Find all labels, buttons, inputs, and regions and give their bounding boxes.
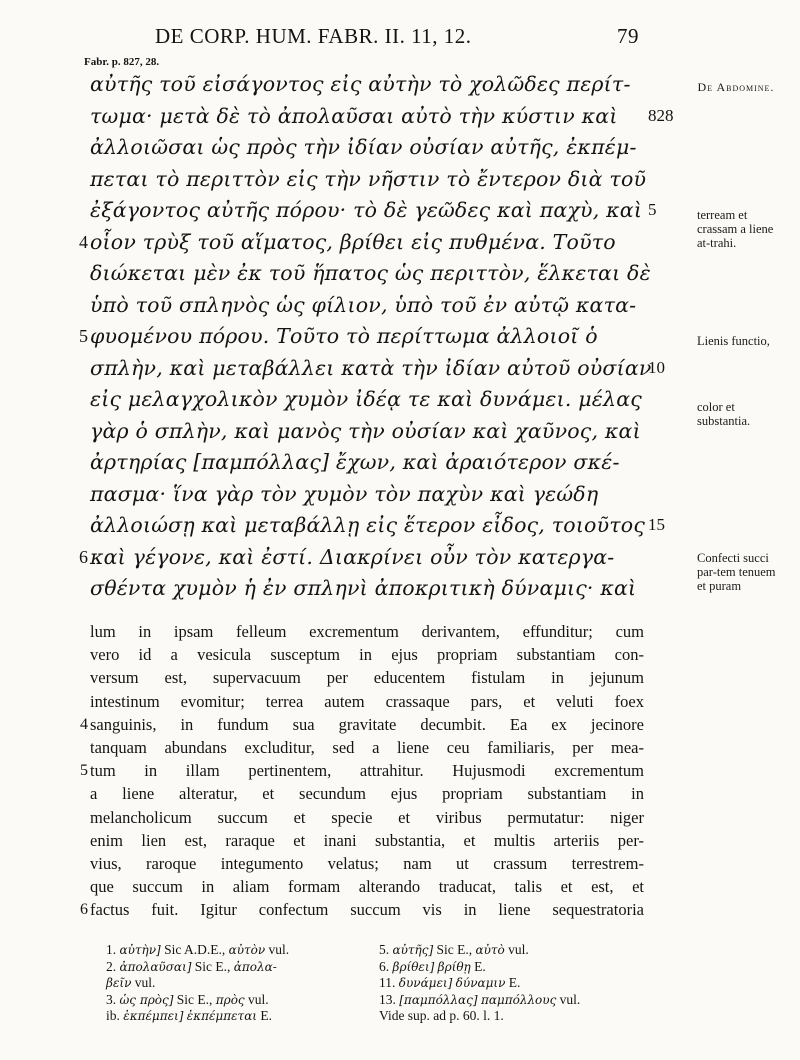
footnote-part: πρὸς bbox=[215, 992, 245, 1007]
footnote-part: Sic E., bbox=[433, 942, 476, 957]
footnote-part: vul. bbox=[244, 991, 269, 1007]
latin-line: enim lien est, raraque et inani substantia, et multis arteriis per- bbox=[90, 830, 644, 850]
footnote-row bbox=[379, 942, 580, 959]
footnote-part: ἐκπέμπει] bbox=[123, 1009, 184, 1023]
footnote-part: E. bbox=[505, 975, 521, 990]
greek-line: ἐξάγοντος αὐτῆς πόρου· τὸ δὲ γεῶδες καὶ παχὺ, καὶ bbox=[90, 198, 643, 222]
greek-line: αὐτῆς τοῦ εἰσάγοντος εἰς αὐτὴν τὸ χολῶδες περίτ- bbox=[90, 72, 631, 96]
greek-line-number: 5 bbox=[648, 200, 657, 219]
latin-line: vius, raroque integumento velatus; nam ut crassum terrestrem- bbox=[90, 854, 644, 873]
footnote-part: ἀπολαῦσαι] bbox=[119, 959, 192, 974]
greek-line: καὶ γέγονε, καὶ ἐστί. Διακρίνει οὖν τὸν κατεργα- bbox=[90, 544, 615, 569]
greek-line-number: 828 bbox=[648, 105, 674, 125]
footnote-part: E. bbox=[257, 1008, 273, 1023]
latin-line: tanquam abundans excluditur, sed a liene ceu familiaris, per mea- bbox=[90, 738, 644, 757]
footnotes-right bbox=[379, 942, 580, 1025]
latin-line: vero id a vesicula susceptum in ejus propriam substantiam con- bbox=[90, 645, 644, 665]
greek-line: διώκεται μὲν ἐκ τοῦ ἥπατος ὡς περιττὸν, ἕλκεται δὲ bbox=[90, 261, 651, 285]
footnote-part: vul. bbox=[131, 975, 156, 990]
margin-heading: De Abdomine. bbox=[697, 80, 775, 94]
greek-line: οἷον τρὺξ τοῦ αἵματος, βρίθει εἰς πυθμένα. Τοῦτο bbox=[90, 229, 616, 254]
greek-line: πεται τὸ περιττὸν εἰς τὴν νῆστιν τὸ ἔντερον διὰ τοῦ bbox=[90, 166, 647, 191]
footnote-part: Sic E., bbox=[191, 958, 234, 974]
latin-line-section-number: 5 bbox=[80, 762, 88, 780]
footnote-part: 2. bbox=[106, 958, 120, 974]
footnote-row bbox=[379, 975, 580, 992]
greek-line: ἀρτηρίας [παμπόλλας] ἔχων, καὶ ἀραιότερον σκέ- bbox=[90, 450, 620, 474]
footnote-part: ὡς πρὸς] bbox=[119, 992, 174, 1007]
footnote-row bbox=[106, 959, 289, 976]
margin-note: Confecti succi par-tem tenuem et puram bbox=[697, 551, 776, 593]
running-head-title: DE CORP. HUM. FABR. II. 11, 12. bbox=[155, 24, 472, 48]
footnote-row bbox=[106, 1008, 289, 1025]
footnote-part: E. bbox=[470, 958, 486, 974]
footnote-part: ἀπολα- bbox=[233, 959, 277, 974]
footnote-part: 3. bbox=[106, 991, 120, 1007]
footnote-part: Sic A.D.E., bbox=[160, 942, 229, 957]
footnote-row bbox=[106, 992, 289, 1009]
latin-line: lum in ipsam felleum excrementum derivantem, effunditur; cum bbox=[90, 622, 644, 641]
footnote-part: αὐτὸν bbox=[228, 943, 266, 957]
fabrica-reference: Fabr. p. 827, 28. bbox=[84, 56, 160, 68]
margin-note: color et substantia. bbox=[697, 400, 751, 428]
footnote-part: δύναμιν bbox=[455, 976, 506, 990]
footnote-part: 13. bbox=[379, 991, 400, 1007]
footnote-part: [παμπόλλας] bbox=[399, 992, 478, 1007]
greek-line: γὰρ ὁ σπλὴν, καὶ μανὸς τὴν οὐσίαν καὶ χαῦνος, καὶ bbox=[90, 418, 641, 443]
latin-line: sanguinis, in fundum sua gravitate decumbit. Ea ex jecinore bbox=[90, 714, 644, 734]
greek-line: τωμα· μετὰ δὲ τὸ ἀπολαῦσαι αὐτὸ τὴν κύστιν καὶ bbox=[90, 103, 618, 128]
latin-line: melancholicum succum et specie et viribus permutatur: niger bbox=[90, 807, 644, 827]
footnote-part: 11. bbox=[379, 975, 399, 990]
page-number: 79 bbox=[617, 24, 639, 48]
footnote-part: Sic E., bbox=[173, 991, 216, 1007]
footnote-part: Vide sup. ad p. 60. l. 1. bbox=[379, 1008, 504, 1023]
footnote-part: ib. bbox=[106, 1008, 124, 1023]
footnote-part: vul. bbox=[504, 942, 529, 957]
footnote-part: βρίθῃ bbox=[437, 959, 471, 974]
greek-line-section-number: 6 bbox=[79, 546, 88, 567]
footnote-row bbox=[106, 942, 289, 959]
running-head bbox=[155, 24, 655, 49]
latin-line: versum est, supervacuum per educentem fistulam in jejunum bbox=[90, 668, 644, 688]
greek-line-number: 15 bbox=[648, 515, 665, 534]
footnote-part: vul. bbox=[265, 942, 290, 957]
greek-line: σπλὴν, καὶ μεταβάλλει κατὰ τὴν ἰδίαν αὐτοῦ οὐσίαν bbox=[90, 355, 652, 380]
footnote-part: βρίθει] bbox=[392, 959, 435, 974]
greek-line: πασμα· ἵνα γὰρ τὸν χυμὸν τὸν παχὺν καὶ γεώδη bbox=[90, 481, 599, 506]
footnotes-left bbox=[106, 942, 289, 1025]
latin-line: factus fuit. Igitur confectum succum vis in liene sequestratoria bbox=[90, 900, 644, 920]
footnote-part: αὐτὸ bbox=[475, 943, 505, 957]
latin-line-section-number: 6 bbox=[80, 901, 88, 919]
latin-line: intestinum evomitur; terrea autem crassaque pars, et veluti foex bbox=[90, 691, 644, 711]
footnote-part: ἐκπέμπεται bbox=[186, 1009, 258, 1023]
footnote-part: 1. bbox=[106, 942, 120, 957]
margin-note: terream et crassam a liene at-trahi. bbox=[697, 208, 774, 250]
footnote-part: 6. bbox=[379, 958, 393, 974]
greek-line: εἰς μελαγχολικὸν χυμὸν ἰδέᾳ τε καὶ δυνάμει. μέλας bbox=[90, 387, 642, 411]
footnote-row bbox=[379, 1008, 580, 1025]
latin-line: a liene alteratur, et secundum ejus propriam substantiam in bbox=[90, 784, 644, 804]
greek-line-section-number: 5 bbox=[79, 326, 88, 346]
latin-line-section-number: 4 bbox=[80, 715, 88, 733]
footnote-part: 5. bbox=[379, 942, 393, 957]
footnote-part: vul. bbox=[556, 991, 581, 1007]
footnote-row bbox=[379, 992, 580, 1009]
greek-line-section-number: 4 bbox=[79, 231, 88, 252]
greek-line: φυομένου πόρου. Τοῦτο τὸ περίττωμα ἀλλοιοῖ ὁ bbox=[90, 324, 598, 348]
latin-line: que succum in aliam formam alterando traducat, talis et est, et bbox=[90, 877, 644, 897]
footnote-part: δυνάμει] bbox=[398, 976, 453, 990]
greek-line: σθέντα χυμὸν ἡ ἐν σπληνὶ ἀποκριτικὴ δύναμις· καὶ bbox=[90, 576, 637, 600]
latin-line: tum in illam pertinentem, attrahitur. Hujusmodi excrementum bbox=[90, 761, 644, 781]
greek-line-number: 10 bbox=[648, 357, 665, 377]
margin-note: Lienis functio, bbox=[697, 334, 770, 348]
footnote-part: αὐτὴν] bbox=[119, 943, 161, 957]
footnote-part: αὐτῆς] bbox=[392, 943, 434, 957]
greek-line: ἀλλοιῶσαι ὡς πρὸς τὴν ἰδίαν οὐσίαν αὐτῆς, ἐκπέμ- bbox=[90, 135, 637, 159]
footnote-part: βεῖν bbox=[106, 976, 132, 990]
greek-line: ὑπὸ τοῦ σπληνὸς ὡς φίλιον, ὑπὸ τοῦ ἐν αὐτῷ κατα- bbox=[90, 292, 637, 317]
footnote-part: παμπόλλους bbox=[480, 992, 557, 1007]
greek-line: ἀλλοιώσῃ καὶ μεταβάλλῃ εἰς ἕτερον εἶδος, τοιοῦτος bbox=[90, 513, 646, 537]
footnote-row bbox=[379, 959, 580, 976]
footnote-row bbox=[106, 975, 289, 992]
